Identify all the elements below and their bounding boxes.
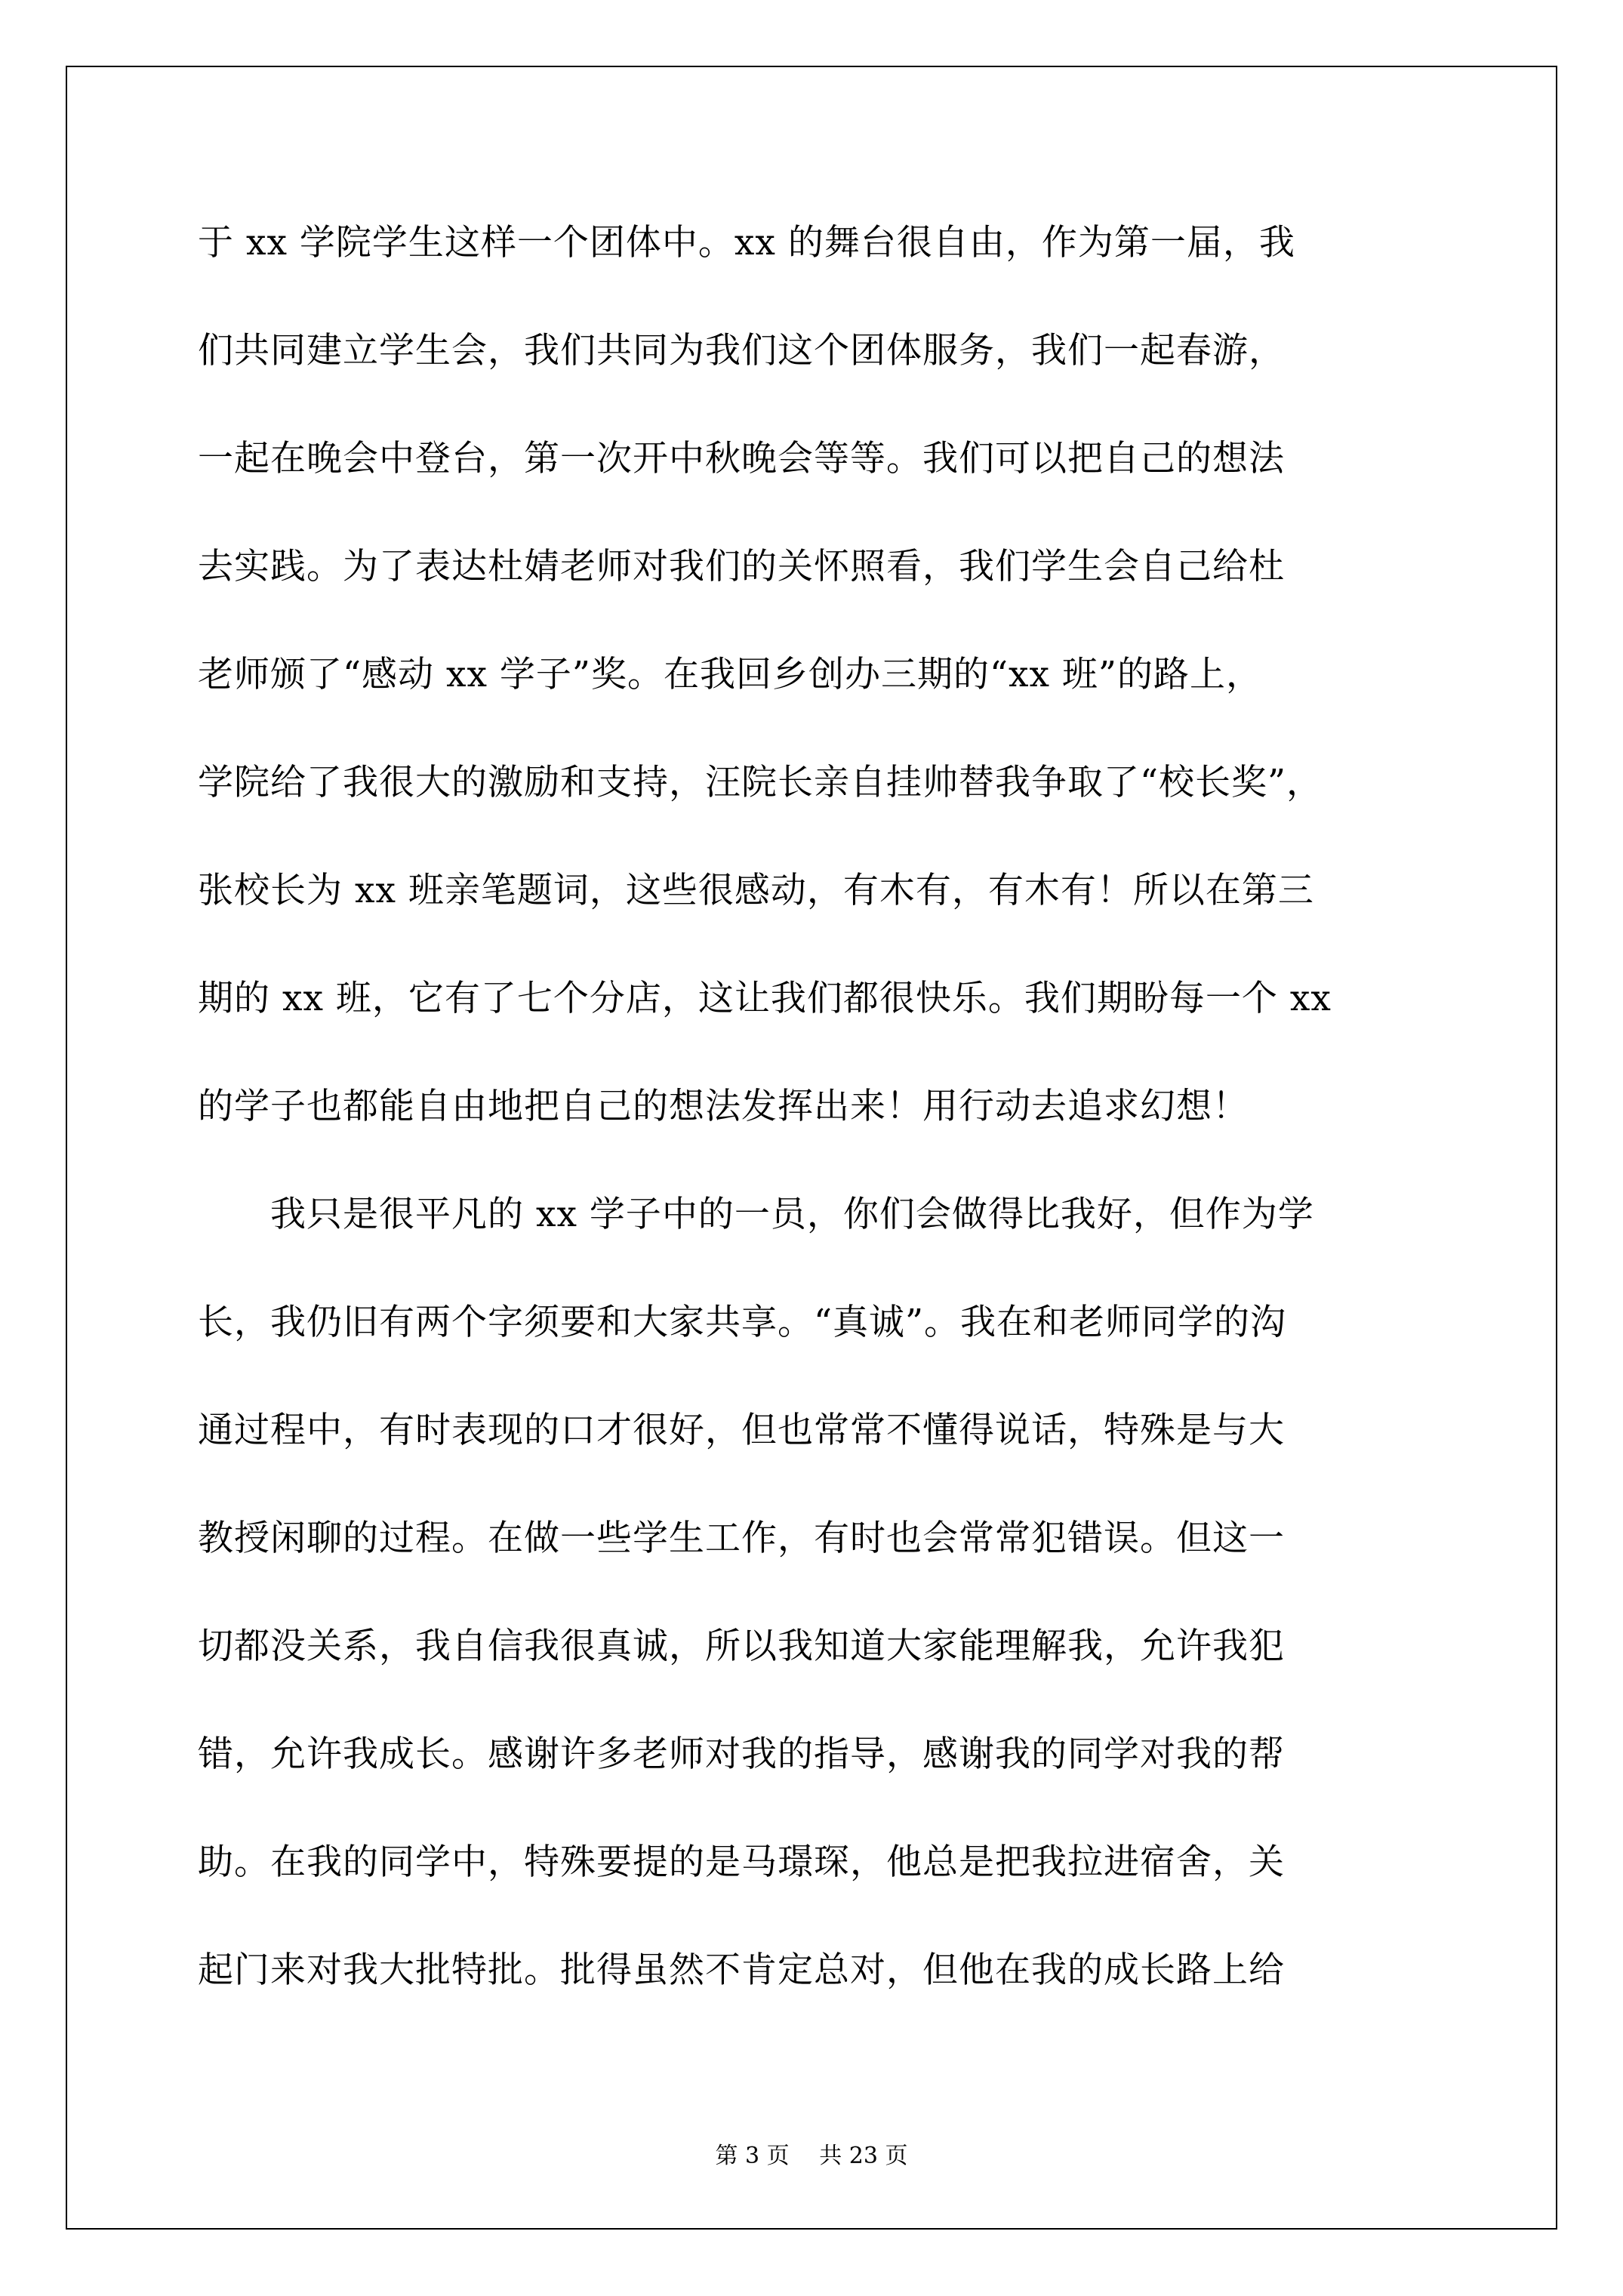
text-line: 我只是很平凡的 xx 学子中的一员，你们会做得比我好，但作为学	[198, 1194, 1314, 1235]
text-line: 错，允许我成长。感谢许多老师对我的指导，感谢我的同学对我的帮	[198, 1734, 1285, 1775]
text-line: 们共同建立学生会，我们共同为我们这个团体服务，我们一起春游，	[198, 330, 1285, 371]
text-line: 教授闲聊的过程。在做一些学生工作，有时也会常常犯错误。但这一	[198, 1518, 1285, 1559]
text-line: 起门来对我大批特批。批得虽然不肯定总对，但他在我的成长路上给	[198, 1949, 1285, 1991]
page-border	[66, 66, 1557, 2230]
page-number-footer: 第 3 页 共 23 页	[715, 2143, 908, 2169]
text-line: 期的 xx 班，它有了七个分店，这让我们都很快乐。我们期盼每一个 xx	[198, 978, 1332, 1019]
text-line: 的学子也都能自由地把自己的想法发挥出来！用行动去追求幻想！	[198, 1086, 1249, 1127]
text-line: 于 xx 学院学生这样一个团体中。xx 的舞台很自由，作为第一届，我	[198, 222, 1295, 264]
text-line: 长，我仍旧有两个字须要和大家共享。“真诚”。我在和老师同学的沟	[198, 1302, 1287, 1343]
text-line: 学院给了我很大的激励和支持，汪院长亲自挂帅替我争取了“校长奖”，	[198, 762, 1323, 803]
text-line: 去实践。为了表达杜婧老师对我们的关怀照看，我们学生会自己给杜	[198, 546, 1285, 587]
text-line: 老师颁了“感动 xx 学子”奖。在我回乡创办三期的“xx 班”的路上，	[198, 654, 1262, 695]
text-line: 助。在我的同学中，特殊要提的是马璟琛，他总是把我拉进宿舍，关	[198, 1841, 1285, 1883]
text-line: 张校长为 xx 班亲笔题词，这些很感动，有木有，有木有！所以在第三	[198, 870, 1314, 911]
text-line: 一起在晚会中登台，第一次开中秋晚会等等。我们可以把自己的想法	[198, 438, 1285, 479]
text-line: 通过程中，有时表现的口才很好，但也常常不懂得说话，特殊是与大	[198, 1410, 1285, 1451]
text-line: 切都没关系，我自信我很真诚，所以我知道大家能理解我，允许我犯	[198, 1626, 1285, 1667]
